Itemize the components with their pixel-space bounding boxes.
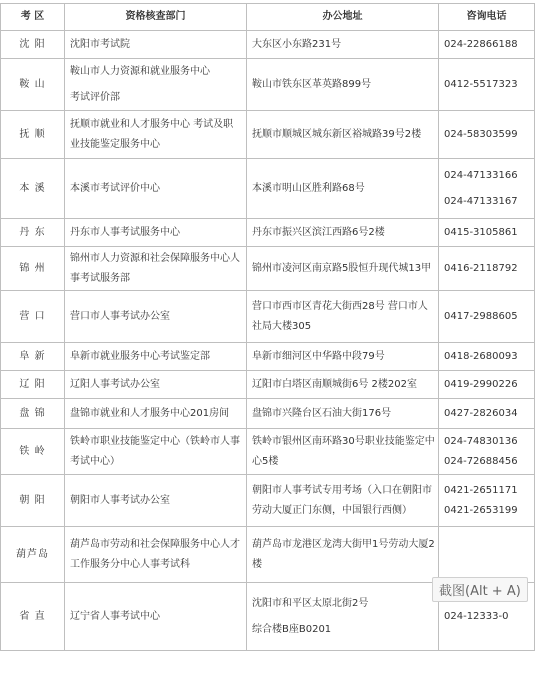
region-cell: 锦 州 — [1, 247, 65, 291]
table-row — [1, 429, 535, 475]
table-row — [1, 219, 535, 247]
address-cell-line: 葫芦岛市龙港区龙湾大街甲1号劳动大厦2 — [252, 538, 435, 550]
table-row — [1, 59, 535, 111]
phone-cell — [439, 291, 535, 343]
address-cell — [247, 399, 439, 429]
dept-cell — [65, 527, 247, 583]
dept-cell-line: 铁岭市职业技能鉴定中心（铁岭市人事 — [70, 435, 240, 447]
dept-cell-line: 营口市人事考试办公室 — [70, 310, 170, 322]
region-cell: 铁 岭 — [1, 429, 65, 475]
dept-cell — [65, 31, 247, 59]
address-cell — [247, 159, 439, 219]
dept-cell-line: 辽阳人事考试办公室 — [70, 378, 160, 390]
address-cell-line: 本溪市明山区胜利路68号 — [252, 182, 365, 194]
dept-cell — [65, 219, 247, 247]
address-cell-line: 铁岭市银州区南环路30号职业技能鉴定中 — [252, 435, 435, 447]
address-cell — [247, 291, 439, 343]
header-dept: 资格核查部门 — [65, 4, 247, 31]
phone-cell-line: 0419-2990226 — [444, 378, 518, 390]
dept-cell — [65, 247, 247, 291]
table-row — [1, 247, 535, 291]
phone-cell-line: 024-74830136 — [444, 435, 518, 447]
table-row — [1, 475, 535, 527]
address-cell — [247, 247, 439, 291]
region-cell: 营 口 — [1, 291, 65, 343]
address-cell-line: 抚顺市顺城区城东新区裕城路39号2楼 — [252, 128, 422, 140]
phone-cell — [439, 219, 535, 247]
address-cell-line: 丹东市振兴区滨江西路6号2楼 — [252, 226, 385, 238]
header-phone: 咨询电话 — [439, 4, 535, 31]
dept-cell-line: 考试中心） — [70, 455, 120, 467]
phone-cell-line: 024-47133166 — [444, 169, 518, 181]
table-row — [1, 343, 535, 371]
phone-cell-line: 024-22866188 — [444, 38, 518, 50]
address-cell — [247, 59, 439, 111]
dept-cell-line: 事考试服务部 — [70, 272, 130, 284]
address-cell — [247, 371, 439, 399]
phone-cell — [439, 31, 535, 59]
region-cell: 抚 顺 — [1, 111, 65, 159]
table-row — [1, 111, 535, 159]
dept-cell-line: 鞍山市人力资源和就业服务中心 — [70, 65, 210, 77]
phone-cell-line: 0417-2988605 — [444, 310, 518, 322]
dept-cell — [65, 583, 247, 651]
region-cell: 沈 阳 — [1, 31, 65, 59]
exam-contact-table — [0, 3, 535, 651]
dept-cell-line: 工作服务分中心人事考试科 — [70, 558, 190, 570]
phone-cell-line: 024-47133167 — [444, 195, 518, 207]
dept-cell-line: 考试评价部 — [70, 91, 120, 103]
dept-cell — [65, 429, 247, 475]
phone-cell-line: 0416-2118792 — [444, 262, 518, 274]
phone-cell-line: 0418-2680093 — [444, 350, 518, 362]
address-cell-line: 鞍山市铁东区革英路899号 — [252, 78, 372, 90]
dept-cell-line: 抚顺市就业和人才服务中心 考试及职 — [70, 118, 234, 130]
dept-cell-line: 辽宁省人事考试中心 — [70, 610, 160, 622]
dept-cell-line: 朝阳市人事考试办公室 — [70, 494, 170, 506]
region-cell: 鞍 山 — [1, 59, 65, 111]
phone-cell-line: 0415-3105861 — [444, 226, 518, 238]
address-cell-line: 楼 — [252, 558, 262, 570]
dept-cell-line: 本溪市考试评价中心 — [70, 182, 160, 194]
dept-cell-line: 沈阳市考试院 — [70, 38, 130, 50]
dept-cell-line: 阜新市就业服务中心考试鉴定部 — [70, 350, 210, 362]
address-cell — [247, 219, 439, 247]
address-cell-line: 锦州市凌河区南京路5股恒升现代城13甲 — [252, 262, 432, 274]
dept-cell-line: 丹东市人事考试服务中心 — [70, 226, 180, 238]
table-row — [1, 371, 535, 399]
address-cell-line: 辽阳市白塔区南顺城街6号 2楼202室 — [252, 378, 417, 390]
region-cell: 朝 阳 — [1, 475, 65, 527]
address-cell — [247, 111, 439, 159]
phone-cell — [439, 159, 535, 219]
address-cell-line: 沈阳市和平区太原北街2号 — [252, 597, 369, 609]
dept-cell — [65, 399, 247, 429]
address-cell-line: 劳动大厦正门东侧，中国银行西侧） — [252, 504, 412, 516]
dept-cell-line: 业技能鉴定服务中心 — [70, 138, 160, 150]
phone-cell — [439, 399, 535, 429]
table-row — [1, 527, 535, 583]
dept-cell-line: 盘锦市就业和人才服务中心201房间 — [70, 407, 230, 419]
phone-cell — [439, 527, 535, 583]
table-row — [1, 399, 535, 429]
dept-cell — [65, 343, 247, 371]
region-cell: 省 直 — [1, 583, 65, 651]
table-header-row — [1, 4, 535, 31]
address-cell — [247, 31, 439, 59]
phone-cell — [439, 475, 535, 527]
dept-cell — [65, 475, 247, 527]
address-cell — [247, 475, 439, 527]
phone-cell — [439, 247, 535, 291]
region-cell: 辽 阳 — [1, 371, 65, 399]
phone-cell — [439, 59, 535, 111]
dept-cell — [65, 111, 247, 159]
address-cell-line: 营口市西市区青花大街西28号 营口市人 — [252, 300, 428, 312]
dept-cell — [65, 59, 247, 111]
phone-cell-line: 024-72688456 — [444, 455, 518, 467]
region-cell: 葫芦岛 — [1, 527, 65, 583]
screenshot-shortcut-tooltip[interactable]: 截图(Alt + A) — [432, 577, 528, 602]
phone-cell-line: 0421-2651171 — [444, 484, 518, 496]
phone-cell-line: 0427-2826034 — [444, 407, 518, 419]
region-cell: 阜 新 — [1, 343, 65, 371]
address-cell-line: 社局大楼305 — [252, 320, 312, 332]
phone-cell — [439, 371, 535, 399]
dept-cell-line: 葫芦岛市劳动和社会保障服务中心人才 — [70, 538, 240, 550]
region-cell: 丹 东 — [1, 219, 65, 247]
address-cell-line: 阜新市细河区中华路中段79号 — [252, 350, 385, 362]
address-cell-line: 心5楼 — [252, 455, 279, 467]
phone-cell — [439, 111, 535, 159]
address-cell — [247, 583, 439, 651]
address-cell — [247, 429, 439, 475]
address-cell — [247, 343, 439, 371]
table-row — [1, 159, 535, 219]
phone-cell-line: 0421-2653199 — [444, 504, 518, 516]
dept-cell-line: 锦州市人力资源和社会保障服务中心人 — [70, 252, 240, 264]
header-region: 考 区 — [1, 4, 65, 31]
phone-cell-line: 024-58303599 — [444, 128, 518, 140]
phone-cell-line: 0412-5517323 — [444, 78, 518, 90]
region-cell: 盘 锦 — [1, 399, 65, 429]
address-cell-line: 大东区小东路231号 — [252, 38, 342, 50]
phone-cell — [439, 343, 535, 371]
address-cell-line: 盘锦市兴隆台区石油大街176号 — [252, 407, 392, 419]
address-cell — [247, 527, 439, 583]
header-address: 办公地址 — [247, 4, 439, 31]
address-cell-line: 综合楼B座B0201 — [252, 623, 332, 635]
phone-cell-line: 024-12333-0 — [444, 610, 509, 622]
region-cell: 本 溪 — [1, 159, 65, 219]
address-cell-line: 朝阳市人事考试专用考场（入口在朝阳市 — [252, 484, 432, 496]
phone-cell — [439, 429, 535, 475]
table-row — [1, 291, 535, 343]
table-row — [1, 31, 535, 59]
dept-cell — [65, 291, 247, 343]
dept-cell — [65, 159, 247, 219]
dept-cell — [65, 371, 247, 399]
